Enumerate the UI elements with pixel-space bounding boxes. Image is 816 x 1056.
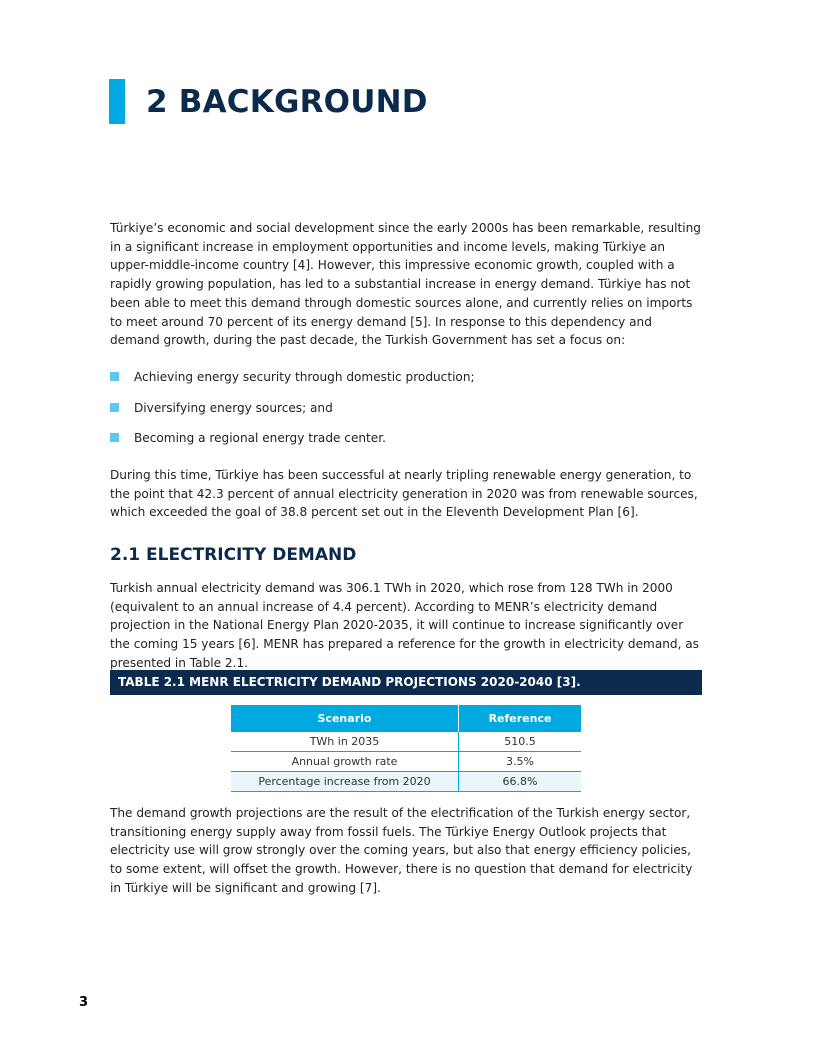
renewables-paragraph: During this time, Türkiye has been successful at nearly tripling renewable energy generation, to the point that 42.3 percent of annual electricity generation in 2020 was from renewable sources, which exceeded the goal of 38.8 percent set out in the Eleventh Development Plan [6]. — [110, 468, 698, 520]
electricity-demand-paragraph: Turkish annual electricity demand was 306.1 TWh in 2020, which rose from 128 TWh in 2000 (equivalent to an annual increase of 4.4 percent). According to MENR’s electricity demand projection in the National Energy Plan 2020-2035, it will continue to increase significantly over the coming 15 years [6]. MENR has prepared a reference for the growth in electricity demand, as presented in Table 2.1. — [110, 581, 699, 670]
page-title: 2 BACKGROUND — [146, 84, 428, 120]
square-bullet-icon — [110, 403, 119, 412]
table-caption: TABLE 2.1 MENR ELECTRICITY DEMAND PROJECTIONS 2020-2040 [3]. — [110, 670, 702, 695]
column-header-reference: Reference — [459, 705, 582, 732]
page-number: 3 — [79, 995, 89, 1010]
section-title: 2.1 ELECTRICITY DEMAND — [110, 545, 357, 565]
list-item-text: Becoming a regional energy trade center. — [134, 431, 386, 445]
list-item — [110, 368, 475, 399]
square-bullet-icon — [110, 433, 119, 442]
square-bullet-icon — [110, 372, 119, 381]
table-cell: TWh in 2035 — [231, 732, 459, 752]
table-cell: 3.5% — [459, 752, 582, 772]
focus-list — [110, 368, 475, 460]
table-cell: 66.8% — [459, 772, 582, 792]
table-row — [231, 772, 581, 792]
table-row — [231, 732, 581, 752]
list-item-text: Diversifying energy sources; and — [134, 400, 333, 415]
table-cell: Annual growth rate — [231, 752, 459, 772]
table-cell: Percentage increase from 2020 — [231, 772, 459, 792]
list-item — [110, 399, 475, 430]
table-header-row — [231, 705, 581, 732]
list-item — [110, 429, 475, 460]
column-header-scenario: Scenario — [231, 705, 459, 732]
list-item-text: Achieving energy security through domestic production; — [134, 370, 475, 384]
table-cell: 510.5 — [459, 732, 582, 752]
closing-paragraph: The demand growth projections are the result of the electrification of the Turkish energy sector, transitioning energy supply away from fossil fuels. The Türkiye Energy Outlook projects that electricity use will grow strongly over the coming years, but also that energy efficiency policies, to some extent, will offset the growth. However, there is no question that demand for electricity in Türkiye will be significant and growing [7]. — [110, 806, 693, 895]
heading-accent-bar — [109, 79, 125, 124]
table-row — [231, 752, 581, 772]
intro-paragraph: Türkiye’s economic and social development since the early 2000s has been remarkable, resulting in a significant increase in employment opportunities and income levels, making Türkiye an upper-middle-income country [4]. However, this impressive economic growth, coupled with a rapidly growing population, has led to a substantial increase in energy demand. Türkiye has not been able to meet this demand through domestic sources alone, and currently relies on imports to meet around 70 percent of its energy demand [5]. In response to this dependency and demand growth, during the past decade, the Turkish Government has set a focus on: — [110, 221, 701, 348]
demand-projection-table — [231, 705, 581, 792]
